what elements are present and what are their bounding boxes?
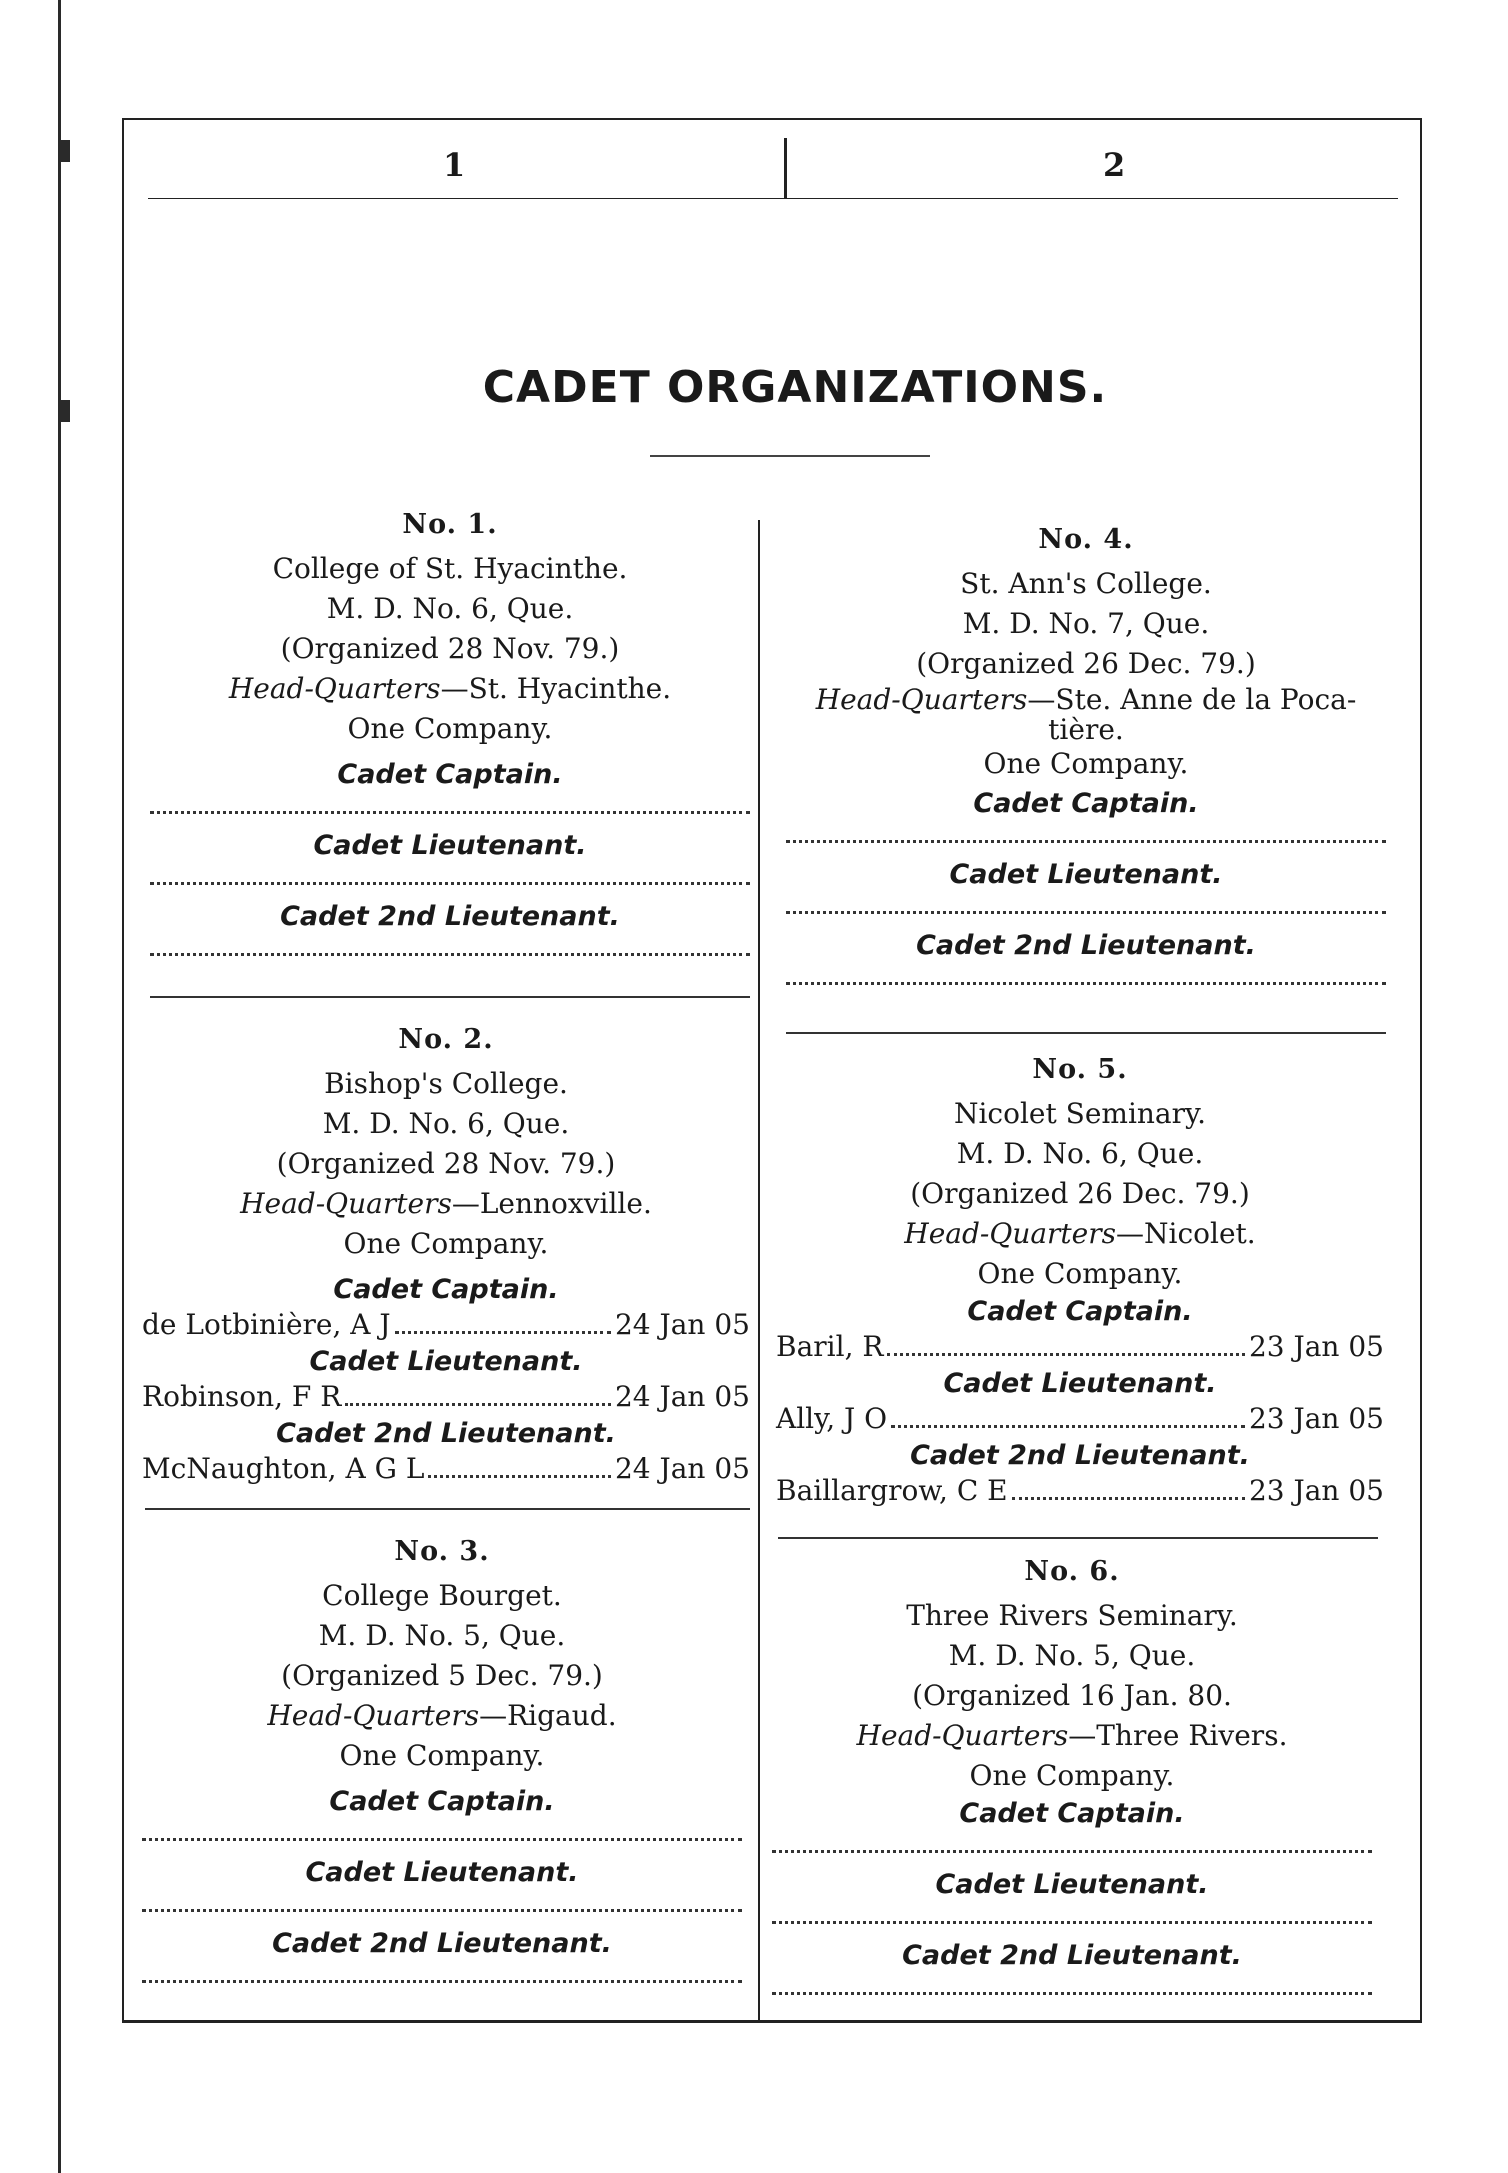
org-organized: (Organized 16 Jan. 80. — [912, 1679, 1232, 1712]
hq-label: Head-Quarters — [240, 1187, 452, 1220]
vacant-dotted-line — [150, 868, 750, 885]
org-name: Three Rivers Seminary. — [906, 1599, 1238, 1632]
org-organized: (Organized 26 Dec. 79.) — [910, 1177, 1250, 1210]
officer-name: Ally, J O — [776, 1402, 888, 1435]
appointment-date: 24 Jan 05 — [614, 1380, 750, 1413]
org-number: No. 4. — [1038, 524, 1134, 555]
org-district: M. D. No. 6, Que. — [326, 592, 574, 625]
rank-second-lieutenant: Cadet 2nd Lieutenant. — [902, 1940, 1242, 1971]
officer-entry — [142, 1452, 750, 1486]
officer-entry — [142, 1308, 750, 1342]
hq-value: —St. Hyacinthe. — [440, 672, 672, 705]
org-name: College of St. Hyacinthe. — [272, 552, 628, 585]
rank-captain: Cadet Captain. — [967, 1296, 1193, 1327]
vacant-dotted-line — [142, 1895, 742, 1912]
hq-value: —Nicolet. — [1116, 1217, 1256, 1250]
appointment-date: 23 Jan 05 — [1248, 1474, 1384, 1507]
org-district: M. D. No. 6, Que. — [956, 1137, 1204, 1170]
officer-name: McNaughton, A G L — [142, 1452, 425, 1485]
hq-value: —Rigaud. — [479, 1699, 617, 1732]
vacant-dotted-line — [142, 1966, 742, 1983]
organization-entry-6 — [772, 1552, 1372, 2009]
org-headquarters — [142, 1184, 750, 1224]
org-headquarters — [776, 1214, 1384, 1254]
dot-leader — [891, 1425, 1245, 1428]
officer-name: de Lotbinière, A J — [142, 1308, 391, 1341]
organization-entry-1 — [150, 505, 750, 970]
org-companies: One Company. — [983, 747, 1189, 780]
hq-value: —Lennoxville. — [451, 1187, 652, 1220]
officer-name: Baril, R — [776, 1330, 884, 1363]
hq-value: —Three Rivers. — [1068, 1719, 1288, 1752]
org-companies: One Company. — [343, 1227, 549, 1260]
org-name: Bishop's College. — [324, 1067, 568, 1100]
page-binding-edge — [58, 0, 61, 2173]
rank-captain: Cadet Captain. — [337, 759, 563, 790]
dot-leader — [428, 1475, 611, 1478]
hq-value: —Ste. Anne de la Poca- — [1027, 683, 1357, 716]
org-number: No. 6. — [1024, 1556, 1120, 1587]
org-district: M. D. No. 7, Que. — [962, 607, 1210, 640]
rank-lieutenant: Cadet Lieutenant. — [943, 1368, 1217, 1399]
org-number: No. 2. — [398, 1024, 494, 1055]
org-organized: (Organized 26 Dec. 79.) — [916, 647, 1256, 680]
rank-lieutenant: Cadet Lieutenant. — [305, 1857, 579, 1888]
org-number: No. 1. — [402, 509, 498, 540]
rank-lieutenant: Cadet Lieutenant. — [313, 830, 587, 861]
column-number-left: 1 — [443, 146, 466, 184]
org-headquarters-continued: tière. — [1048, 713, 1124, 746]
org-companies: One Company. — [339, 1739, 545, 1772]
hq-label: Head-Quarters — [228, 672, 441, 705]
title-rule — [650, 455, 930, 457]
officer-name: Robinson, F R — [142, 1380, 342, 1413]
appointment-date: 23 Jan 05 — [1248, 1330, 1384, 1363]
org-companies: One Company. — [977, 1257, 1183, 1290]
binding-mark — [60, 140, 70, 162]
officer-name: Baillargrow, C E — [776, 1474, 1008, 1507]
page-title: CADET ORGANIZATIONS. — [482, 362, 1108, 413]
org-name: St. Ann's College. — [960, 567, 1212, 600]
appointment-date: 23 Jan 05 — [1248, 1402, 1384, 1435]
rank-captain: Cadet Captain. — [973, 788, 1199, 819]
org-companies: One Company. — [969, 1759, 1175, 1792]
column-number-right: 2 — [1103, 146, 1126, 184]
vacant-dotted-line — [786, 826, 1386, 843]
org-district: M. D. No. 5, Que. — [948, 1639, 1196, 1672]
org-number: No. 5. — [1032, 1054, 1128, 1085]
officer-entry — [776, 1330, 1384, 1364]
org-headquarters — [786, 684, 1386, 716]
org-organized: (Organized 5 Dec. 79.) — [281, 1659, 603, 1692]
rank-lieutenant: Cadet Lieutenant. — [935, 1869, 1209, 1900]
hq-label: Head-Quarters — [856, 1719, 1069, 1752]
rank-captain: Cadet Captain. — [329, 1786, 555, 1817]
rank-lieutenant: Cadet Lieutenant. — [309, 1346, 583, 1377]
rank-captain: Cadet Captain. — [333, 1274, 559, 1305]
vacant-dotted-line — [142, 1824, 742, 1841]
org-companies: One Company. — [347, 712, 553, 745]
organization-entry-3 — [142, 1532, 742, 1997]
vacant-dotted-line — [772, 1907, 1372, 1924]
hq-label: Head-Quarters — [815, 683, 1028, 716]
column-number-divider — [784, 138, 787, 198]
organization-entry-5 — [776, 1050, 1384, 1508]
vacant-dotted-line — [772, 1978, 1372, 1995]
hq-label: Head-Quarters — [904, 1217, 1117, 1250]
section-separator — [150, 996, 750, 998]
org-name: College Bourget. — [322, 1579, 562, 1612]
org-district: M. D. No. 5, Que. — [318, 1619, 566, 1652]
org-headquarters — [772, 1716, 1372, 1756]
dot-leader — [345, 1403, 611, 1406]
org-headquarters — [150, 669, 750, 709]
org-organized: (Organized 28 Nov. 79.) — [276, 1147, 616, 1180]
vacant-dotted-line — [150, 797, 750, 814]
officer-entry — [142, 1380, 750, 1414]
appointment-date: 24 Jan 05 — [614, 1452, 750, 1485]
rank-second-lieutenant: Cadet 2nd Lieutenant. — [276, 1418, 616, 1449]
org-name: Nicolet Seminary. — [953, 1097, 1207, 1130]
rank-second-lieutenant: Cadet 2nd Lieutenant. — [910, 1440, 1250, 1471]
org-organized: (Organized 28 Nov. 79.) — [280, 632, 620, 665]
dot-leader — [1012, 1497, 1245, 1500]
rank-captain: Cadet Captain. — [959, 1798, 1185, 1829]
binding-mark — [60, 400, 70, 422]
vacant-dotted-line — [786, 968, 1386, 985]
section-separator — [778, 1537, 1378, 1539]
org-district: M. D. No. 6, Que. — [322, 1107, 570, 1140]
officer-entry — [776, 1474, 1384, 1508]
section-separator — [145, 1508, 750, 1510]
dot-leader — [887, 1353, 1245, 1356]
rank-second-lieutenant: Cadet 2nd Lieutenant. — [916, 930, 1256, 961]
appointment-date: 24 Jan 05 — [614, 1308, 750, 1341]
vacant-dotted-line — [786, 897, 1386, 914]
column-number-row — [148, 138, 1398, 199]
vacant-dotted-line — [150, 939, 750, 956]
hq-label: Head-Quarters — [267, 1699, 480, 1732]
rank-second-lieutenant: Cadet 2nd Lieutenant. — [280, 901, 620, 932]
section-separator — [786, 1032, 1386, 1034]
rank-lieutenant: Cadet Lieutenant. — [949, 859, 1223, 890]
org-number: No. 3. — [394, 1536, 490, 1567]
dot-leader — [395, 1331, 611, 1334]
organization-entry-2 — [142, 1020, 750, 1486]
officer-entry — [776, 1402, 1384, 1436]
organization-entry-4 — [786, 520, 1386, 999]
org-headquarters — [142, 1696, 742, 1736]
vacant-dotted-line — [772, 1836, 1372, 1853]
center-column-divider — [758, 520, 760, 2020]
rank-second-lieutenant: Cadet 2nd Lieutenant. — [272, 1928, 612, 1959]
